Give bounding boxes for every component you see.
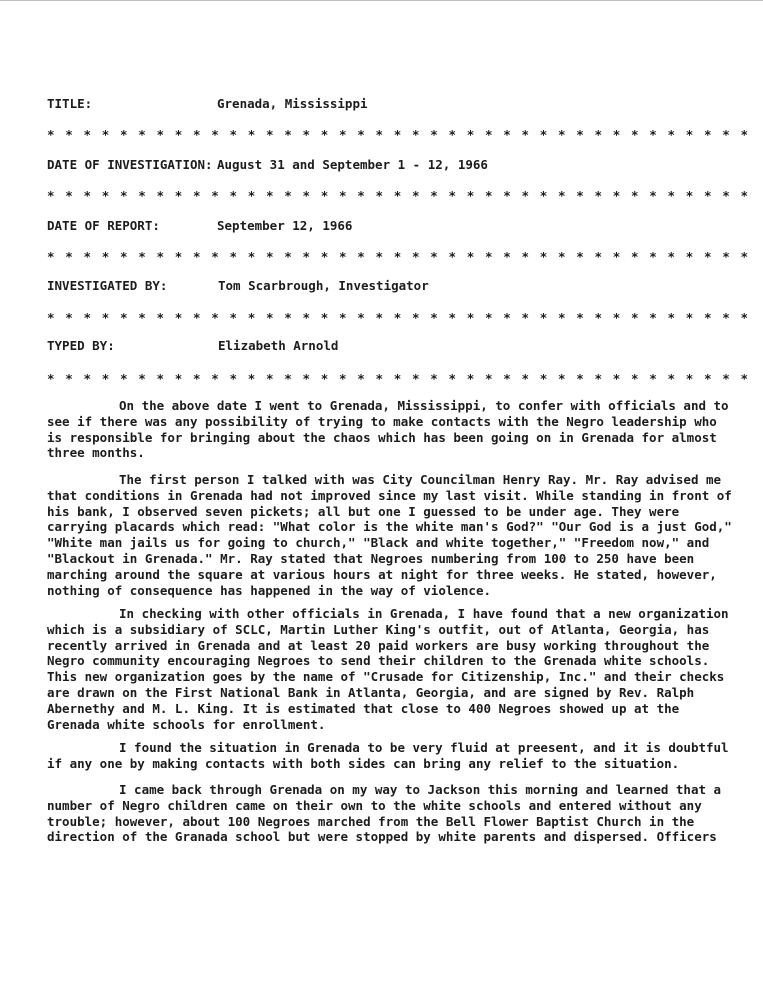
paragraph-1: On the above date I went to Grenada, Mississippi, to confer with officials and to see if there was any possibility of trying to make contacts with the Negro leadership who is responsible for bringing about the chaos which has been going on in Grenada for almost three months. <box>47 398 729 461</box>
paragraph-2: The first person I talked with was City Councilman Henry Ray. Mr. Ray advised me that conditions in Grenada had not improved since my last visit. While standing in front of his bank, I observed seven pickets; all but one I guessed to be under age. They were carrying placards which read: "What color is the white man's God?" "Our God is a just God," "White man jails us for going to church," "Black and white together," "Freedom now," and "Blackout in Grenada." Mr. Ray stated that Negroes numbering from 100 to 250 have been marching around the square at various hours at night for three weeks. He stated, however, nothing of consequence has happened in the way of violence. <box>47 472 732 598</box>
page-top-edge <box>0 0 763 5</box>
date-of-investigation-label: DATE OF INVESTIGATION: <box>47 157 213 172</box>
paragraph-5: I came back through Grenada on my way to Jackson this morning and learned that a number of Negro children came on their own to the white schools and entered without any trouble; however, about 100 Negroes marched from the Bell Flower Baptist Church in the direction of the Granada school but were stopped by white parents and dispersed. Officers <box>47 782 722 845</box>
paragraph-3: In checking with other officials in Grenada, I have found that a new organization which is a subsidiary of SCLC, Martin Luther King's outfit, out of Atlanta, Georgia, has recently arrived in Grenada and at least 20 paid workers are busy working throughout the Negro community encouraging Negroes to send their children to the Grenada white schools. This new organization goes by the name of "Crusade for Citizenship, Inc." and their checks are drawn on the First National Bank in Atlanta, Georgia, and are signed by Rev. Ralph Abernethy and M. L. King. It is estimated that close to 400 Negroes showed up at the Grenada white schools for enrollment. <box>47 606 729 732</box>
date-of-investigation-value: August 31 and September 1 - 12, 1966 <box>217 157 488 172</box>
typed-by-label: TYPED BY: <box>47 338 115 353</box>
separator-5: * * * * * * * * * * * * * * * * * * * * * * * * * * * * * * * * * * * * * * * <box>47 371 750 386</box>
separator-3: * * * * * * * * * * * * * * * * * * * * * * * * * * * * * * * * * * * * * * * <box>47 249 750 264</box>
title-value: Grenada, Mississippi <box>217 96 368 111</box>
separator-2: * * * * * * * * * * * * * * * * * * * * * * * * * * * * * * * * * * * * * * * <box>47 188 750 203</box>
separator-1: * * * * * * * * * * * * * * * * * * * * * * * * * * * * * * * * * * * * * * * <box>47 127 750 142</box>
date-of-report-label: DATE OF REPORT: <box>47 218 160 233</box>
paragraph-4: I found the situation in Grenada to be very fluid at preesent, and it is doubtful if any one by making contacts with both sides can bring any relief to the situation. <box>47 740 729 771</box>
title-label: TITLE: <box>47 96 93 111</box>
investigated-by-value: Tom Scarbrough, Investigator <box>218 278 429 293</box>
date-of-report-value: September 12, 1966 <box>217 218 353 233</box>
typed-by-value: Elizabeth Arnold <box>218 338 339 353</box>
investigated-by-label: INVESTIGATED BY: <box>47 278 168 293</box>
separator-4: * * * * * * * * * * * * * * * * * * * * * * * * * * * * * * * * * * * * * * * <box>47 310 750 325</box>
